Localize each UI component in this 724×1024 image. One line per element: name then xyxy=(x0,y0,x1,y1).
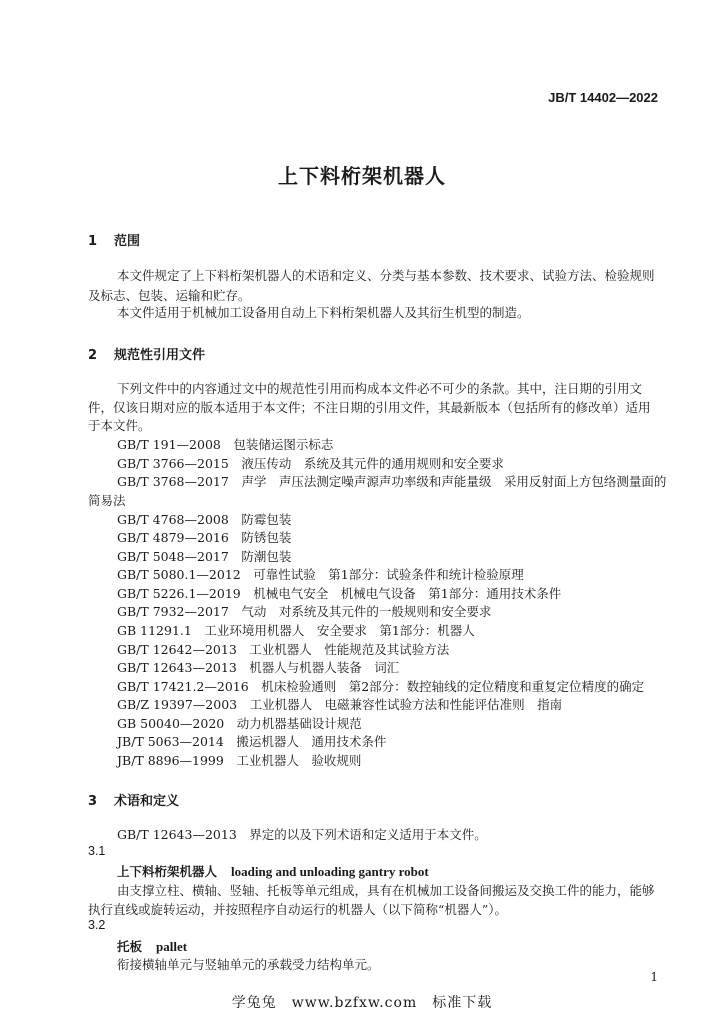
reference-item: GB/T 17421.2—2016 机床检验通则 第2部分：数控轴线的定位精度和重复定位精度的确定 xyxy=(117,679,645,694)
section-number: 1 xyxy=(88,234,98,249)
term-english: pallet xyxy=(156,939,188,954)
page-number: 1 xyxy=(650,970,658,984)
reference-item: GB/T 5226.1—2019 机械电气安全 机械电气设备 第1部分：通用技术条件 xyxy=(117,586,562,601)
section-title: 术语和定义 xyxy=(114,794,180,809)
term-entry xyxy=(117,937,187,955)
reference-item: JB/T 5063—2014 搬运机器人 通用技术条件 xyxy=(117,734,387,749)
reference-item: GB/Z 19397—2003 工业机器人 电磁兼容性试验方法和性能评估准则 指南 xyxy=(117,697,563,712)
section-title: 规范性引用文件 xyxy=(114,348,206,363)
clause-number: 3.1 xyxy=(88,844,106,858)
term-entry xyxy=(117,862,429,880)
reference-item: GB/T 12643—2013 机器人与机器人装备 词汇 xyxy=(117,660,400,675)
paragraph: 本文件规定了上下料桁架机器人的术语和定义、分类与基本参数、技术要求、试验方法、检验规则 xyxy=(117,268,655,283)
section-number: 2 xyxy=(88,348,98,363)
paragraph: 下列文件中的内容通过文中的规范性引用而构成本文件必不可少的条款。其中，注日期的引用文 xyxy=(117,381,643,396)
section-3-heading xyxy=(88,790,179,809)
term-definition: 执行直线或旋转运动，并按照程序自动运行的机器人（以下简称“机器人”）。 xyxy=(88,902,508,917)
reference-item: GB/T 5048—2017 防潮包装 xyxy=(117,549,292,564)
term-chinese: 托板 xyxy=(117,939,143,954)
paragraph: 本文件适用于机械加工设备用自动上下料桁架机器人及其衍生机型的制造。 xyxy=(117,305,530,320)
footer-watermark: 学兔兔 www.bzfxw.com 标准下载 xyxy=(231,995,493,1011)
term-definition: 衔接横轴单元与竖轴单元的承载受力结构单元。 xyxy=(117,957,380,972)
document-title: 上下料桁架机器人 xyxy=(278,164,446,188)
paragraph: 件，仅该日期对应的版本适用于本文件；不注日期的引用文件，其最新版本（包括所有的修改单）适用 xyxy=(88,400,651,415)
standard-number: JB/T 14402—2022 xyxy=(548,90,658,105)
reference-item: GB/T 5080.1—2012 可靠性试验 第1部分：试验条件和统计检验原理 xyxy=(117,567,524,582)
reference-item: JB/T 8896—1999 工业机器人 验收规则 xyxy=(117,753,362,768)
term-english: loading and unloading gantry robot xyxy=(231,864,429,879)
reference-item: GB 11291.1 工业环境用机器人 安全要求 第1部分：机器人 xyxy=(117,623,475,638)
section-2-heading xyxy=(88,344,205,363)
clause-number: 3.2 xyxy=(88,918,106,932)
reference-item: GB/T 3768—2017 声学 声压法测定噪声源声功率级和声能量级 采用反射面上方包络测量面的 xyxy=(117,474,667,489)
reference-item: 简易法 xyxy=(88,493,126,508)
reference-item: GB/T 4768—2008 防霉包装 xyxy=(117,512,292,527)
paragraph: GB/T 12643—2013 界定的以及下列术语和定义适用于本文件。 xyxy=(117,827,487,842)
reference-item: GB/T 3766—2015 液压传动 系统及其元件的通用规则和安全要求 xyxy=(117,456,504,471)
section-number: 3 xyxy=(88,794,98,809)
reference-item: GB/T 191—2008 包装储运图示标志 xyxy=(117,437,334,452)
term-chinese: 上下料桁架机器人 xyxy=(117,864,218,879)
section-title: 范围 xyxy=(114,234,141,249)
reference-item: GB/T 12642—2013 工业机器人 性能规范及其试验方法 xyxy=(117,642,450,657)
paragraph: 及标志、包装、运输和贮存。 xyxy=(88,288,251,303)
paragraph: 于本文件。 xyxy=(88,418,151,433)
reference-item: GB/T 4879—2016 防锈包装 xyxy=(117,530,292,545)
section-1-heading xyxy=(88,230,140,249)
reference-item: GB 50040—2020 动力机器基础设计规范 xyxy=(117,716,362,731)
reference-item: GB/T 7932—2017 气动 对系统及其元件的一般规则和安全要求 xyxy=(117,604,492,619)
term-definition: 由支撑立柱、横轴、竖轴、托板等单元组成，具有在机械加工设备间搬运及交换工件的能力，能够 xyxy=(117,883,655,898)
